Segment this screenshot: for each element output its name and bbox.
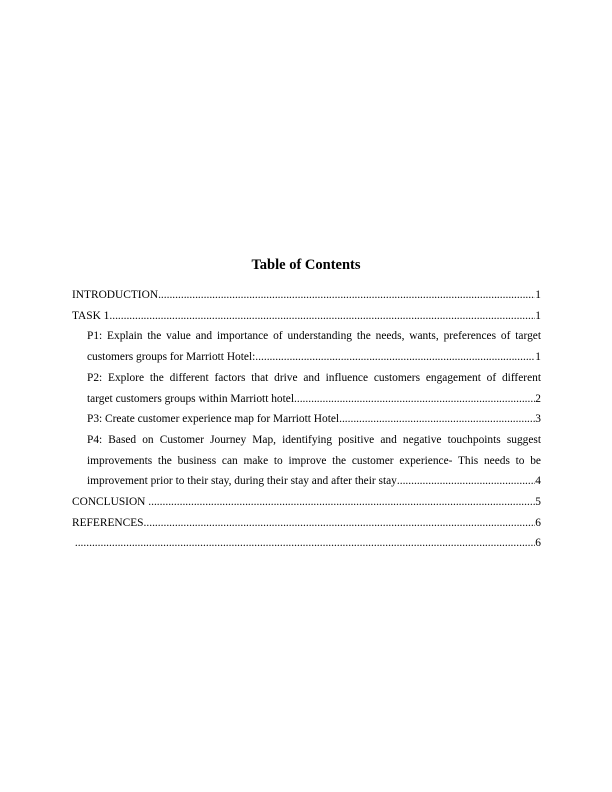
- toc-title: Table of Contents: [251, 257, 361, 273]
- toc-entry-p4[interactable]: [72, 430, 541, 492]
- toc-entry-text: TASK 1: [72, 309, 110, 322]
- toc-entry-task-1[interactable]: [72, 306, 541, 327]
- toc-entry-text: improvement prior to their stay, during their stay and after their stay: [87, 475, 397, 488]
- toc-entry-p1[interactable]: [72, 326, 541, 367]
- toc-page-number: 1: [535, 289, 541, 301]
- toc-page-number: 3: [535, 413, 541, 426]
- toc-entry-introduction[interactable]: [72, 285, 541, 306]
- toc-entry-text: target customers groups within Marriott hotel: [87, 392, 295, 405]
- toc-leader-dots: [255, 347, 535, 368]
- toc-leader-dots: [148, 492, 535, 513]
- toc-leader-dots: [294, 389, 535, 410]
- toc-entry-text: REFERENCES: [72, 516, 144, 529]
- toc-entry-text-line: P1: Explain the value and importance of understanding the needs, wants, preferences of target: [87, 330, 541, 343]
- toc-entry-text: P3: Create customer experience map for Marriott Hotel: [87, 413, 340, 426]
- toc-leader-dots: [158, 285, 535, 306]
- toc-entry-text: CONCLUSION: [72, 496, 149, 509]
- toc-leader-dots: [397, 471, 535, 492]
- toc-entry-conclusion[interactable]: [72, 492, 541, 513]
- toc-entry-text-line: P4: Based on Customer Journey Map, identifying positive and negative touchpoints suggest: [87, 433, 541, 446]
- toc-page-number: 1: [535, 351, 541, 364]
- toc-page-number: 5: [535, 496, 541, 509]
- toc-page-number: 4: [535, 475, 541, 488]
- toc-entry-text: INTRODUCTION: [72, 289, 159, 301]
- toc-entry-text-line: P2: Explore the different factors that drive and influence customers engagement of different: [87, 371, 541, 384]
- toc-page-number: 6: [535, 516, 541, 529]
- toc-entry-text-line: improvements the business can make to improve the customer experience- This needs to be: [87, 454, 541, 467]
- toc-leader-dots: [75, 533, 535, 554]
- toc-entry-blank[interactable]: [72, 533, 541, 554]
- toc-list: [72, 285, 541, 554]
- toc-page-number: 2: [535, 392, 541, 405]
- toc-entry-p3[interactable]: [72, 409, 541, 430]
- toc-leader-dots: [109, 306, 535, 327]
- toc-entry-text: customers groups for Marriott Hotel:: [87, 351, 256, 364]
- toc-leader-dots: [339, 409, 535, 430]
- toc-page-number: 1: [535, 309, 541, 322]
- toc-leader-dots: [144, 513, 536, 534]
- toc-entry-p2[interactable]: [72, 368, 541, 409]
- toc-page-number: 6: [535, 537, 541, 550]
- toc-entry-references[interactable]: [72, 513, 541, 534]
